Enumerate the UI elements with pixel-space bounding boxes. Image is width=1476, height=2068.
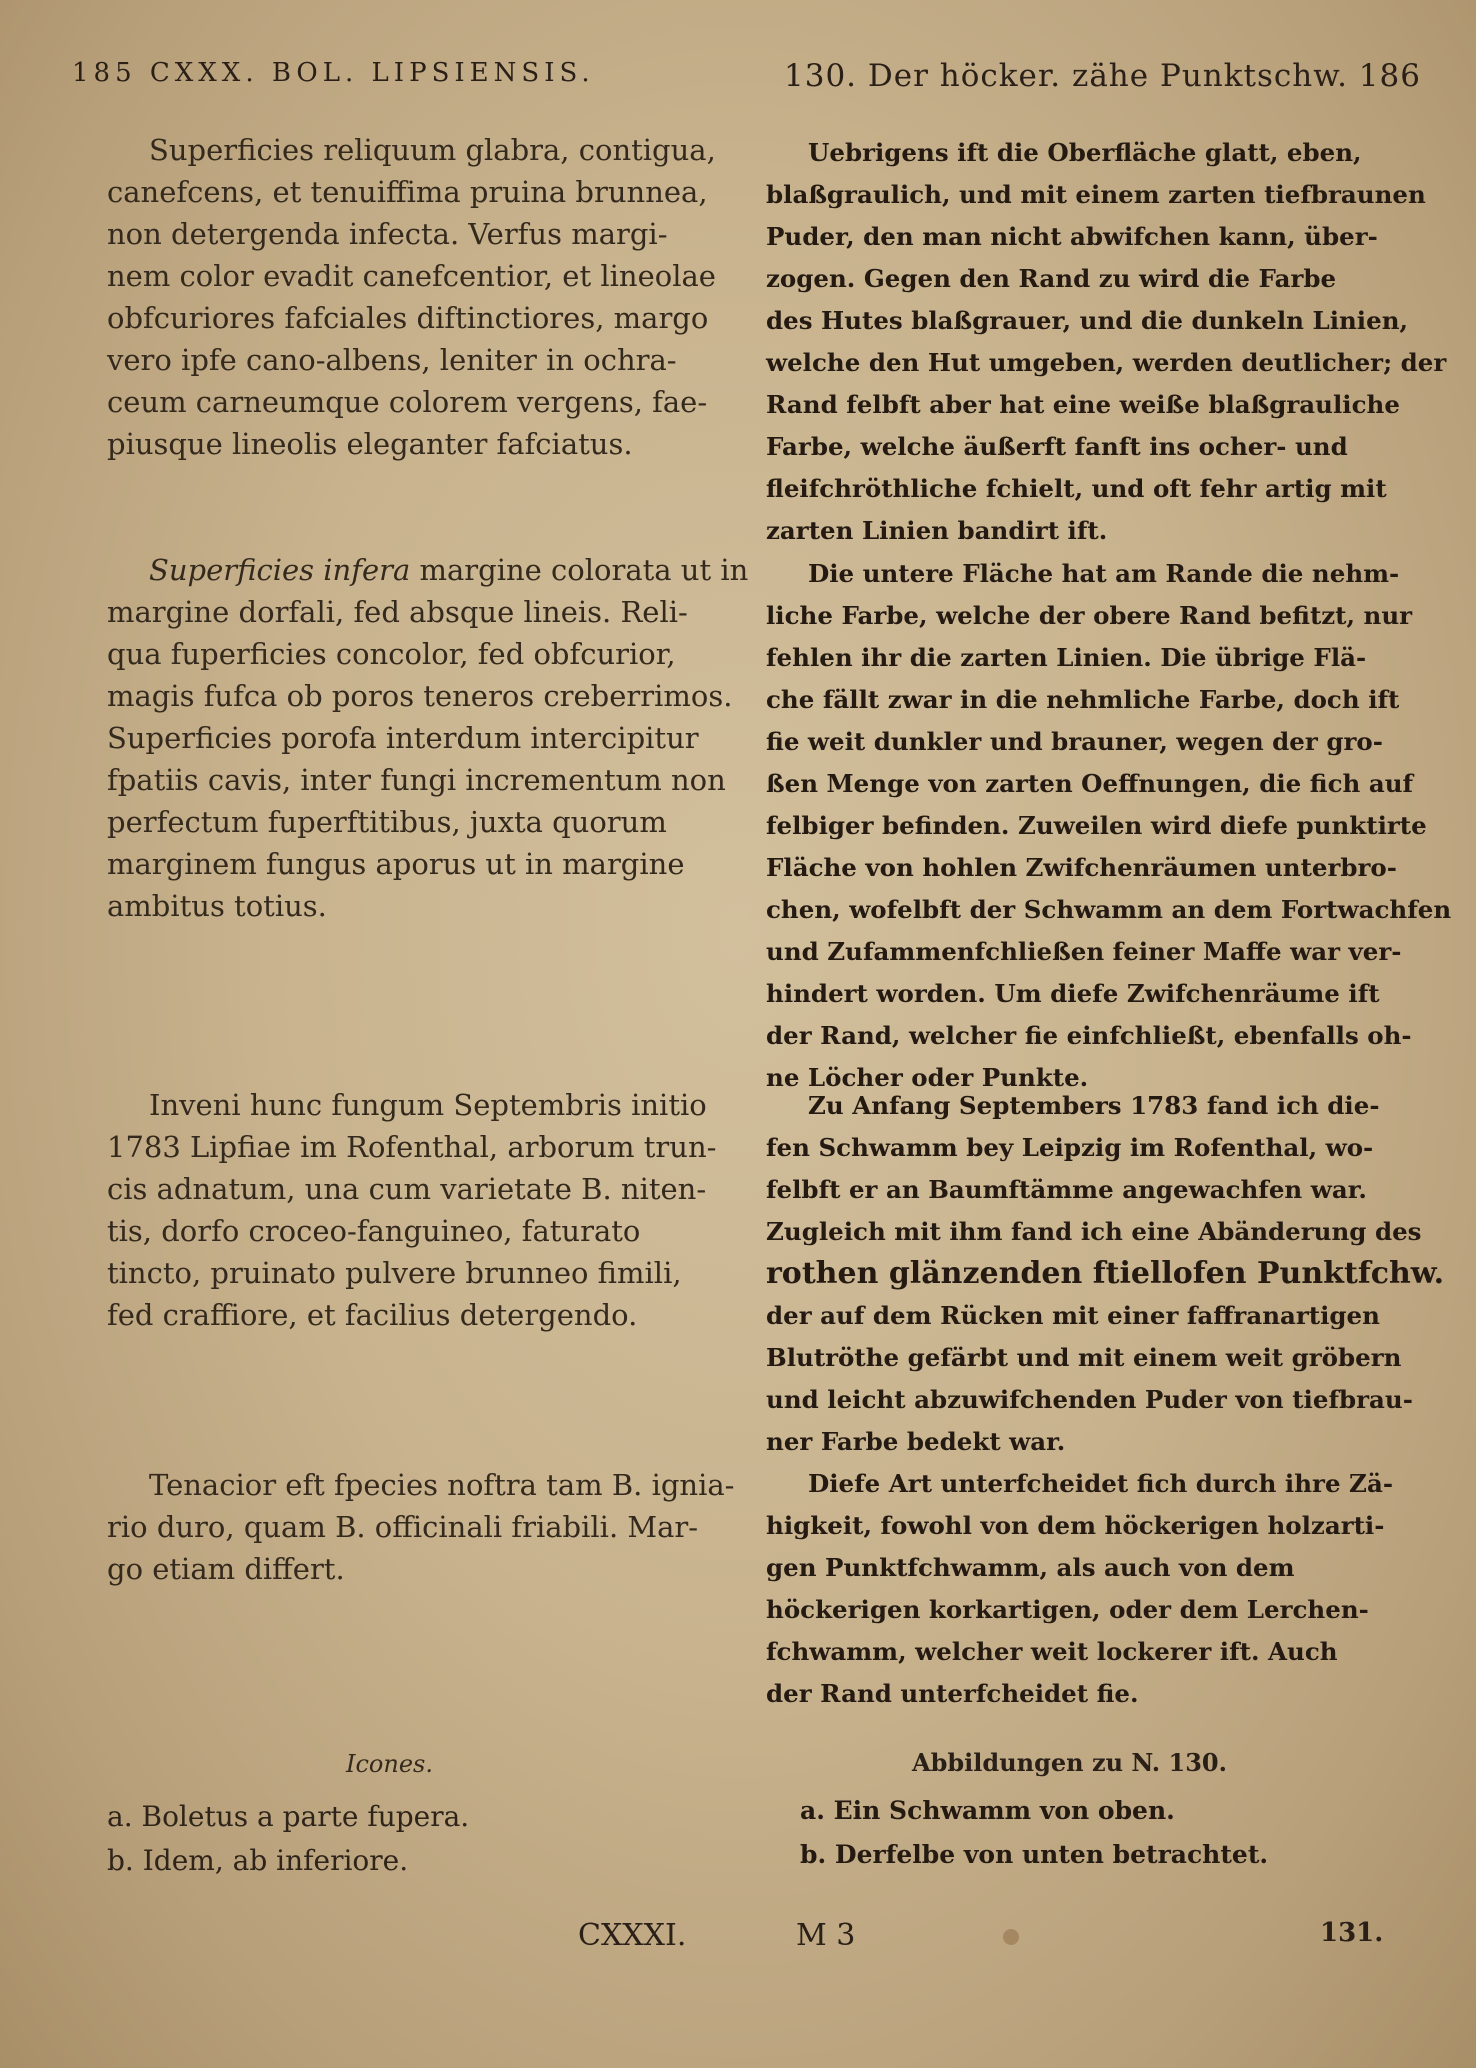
text-line: hindert worden. Um diefe Zwifchenräume ift <box>766 979 1380 1008</box>
text-line: nem color evadit canefcentior, et lineolae <box>107 259 716 293</box>
text-line: zarten Linien bandirt ift. <box>766 516 1108 545</box>
text-line: ceum carneumque colorem vergens, fae- <box>107 385 708 419</box>
text-line: perfectum fuperftitibus, juxta quorum <box>107 805 667 839</box>
german-paragraph-4 <box>766 1463 1406 1715</box>
text-line: 1783 Lipfiae im Rofenthal, arborum trun- <box>107 1130 717 1164</box>
text-line: Superficies porofa interdum intercipitur <box>107 721 699 755</box>
list-item: b. Derfelbe von unten betrachtet. <box>800 1840 1269 1869</box>
text-line: Blutröthe gefärbt und mit einem weit gröbern <box>766 1343 1402 1372</box>
text-line: Die untere Fläche hat am Rande die nehm- <box>808 559 1400 588</box>
text-line: fchwamm, welcher weit lockerer ift. Auch <box>766 1637 1338 1666</box>
text-line: zogen. Gegen den Rand zu wird die Farbe <box>766 264 1337 293</box>
text-line: non detergenda infecta. Verfus margi- <box>107 217 668 251</box>
text-line: ne Löcher oder Punkte. <box>766 1063 1089 1092</box>
latin-paragraph-4 <box>107 1465 735 1591</box>
text-line: Tenacior eft fpecies noftra tam B. ignia- <box>149 1468 735 1502</box>
running-header-right: 130. Der höcker. zähe Punktschw. 186 <box>784 58 1421 94</box>
abbildungen-list <box>800 1789 1268 1877</box>
text-line: higkeit, fowohl von dem höckerigen holzarti- <box>766 1511 1385 1540</box>
text-line: tincto, pruinato pulvere brunneo fimili, <box>107 1256 682 1290</box>
list-item: a. Boletus a parte fupera. <box>107 1800 470 1833</box>
text-line: felbft er an Baumftämme angewachfen war. <box>766 1175 1367 1204</box>
text-line: margine dorfali, fed absque lineis. Reli- <box>107 595 688 629</box>
text-line: des Hutes blaßgrauer, und die dunkeln Linien, <box>766 306 1409 335</box>
german-paragraph-1 <box>766 132 1447 552</box>
text-line: der auf dem Rücken mit einer faffranartigen <box>766 1301 1380 1330</box>
text-line: Zu Anfang Septembers 1783 fand ich die- <box>808 1091 1380 1120</box>
text-line: qua fuperficies concolor, fed obfcurior, <box>107 637 676 671</box>
text-line: Zugleich mit ihm fand ich eine Abänderung des <box>766 1217 1422 1246</box>
text-line: ner Farbe bedekt war. <box>766 1427 1066 1456</box>
text-line: Puder, den man nicht abwifchen kann, über- <box>766 222 1378 251</box>
list-item: b. Idem, ab inferiore. <box>107 1844 409 1877</box>
text-line: und Zufammenfchließen feiner Maffe war ver- <box>766 937 1402 966</box>
german-paragraph-3 <box>766 1085 1445 1463</box>
signature-mark: M 3 <box>796 1918 856 1953</box>
text-line: Uebrigens ift die Oberfläche glatt, eben, <box>808 138 1362 167</box>
text-line: cis adnatum, una cum varietate B. niten- <box>107 1172 707 1206</box>
text-run: margine colorata ut in <box>410 553 749 587</box>
text-line: che fällt zwar in die nehmliche Farbe, doch ift <box>766 685 1400 714</box>
text-line <box>107 550 749 592</box>
text-line: magis fufca ob poros teneros creberrimos. <box>107 679 733 713</box>
text-line: fleifchröthliche fchielt, und oft fehr artig mit <box>766 474 1387 503</box>
text-line: der Rand unterfcheidet fie. <box>766 1679 1139 1708</box>
text-line: der Rand, welcher fie einfchließt, ebenfalls oh- <box>766 1021 1412 1050</box>
catchword-left: CXXXI. <box>578 1918 687 1953</box>
text-line: canefcens, et tenuiffima pruina brunnea, <box>107 175 708 209</box>
text-line: felbiger befinden. Zuweilen wird diefe punktirte <box>766 811 1427 840</box>
catchword-right: 131. <box>1320 1918 1384 1948</box>
text-line: Diefe Art unterfcheidet fich durch ihre Zä- <box>808 1469 1393 1498</box>
text-line: tis, dorfo croceo-fanguineo, faturato <box>107 1214 641 1248</box>
ink-stain <box>1003 1929 1019 1945</box>
running-header-left: 185 CXXX. BOL. LIPSIENSIS. <box>72 58 595 88</box>
text-line: chen, wofelbft der Schwamm an dem Fortwachfen <box>766 895 1452 924</box>
text-line: Fläche von hohlen Zwifchenräumen unterbro- <box>766 853 1397 882</box>
icones-list <box>107 1795 469 1883</box>
text-line: Farbe, welche äußerft fanft ins ocher- und <box>766 432 1348 461</box>
text-line: Superficies reliquum glabra, contigua, <box>149 133 716 167</box>
text-line: gen Punktfchwamm, als auch von dem <box>766 1553 1295 1582</box>
text-line: welche den Hut umgeben, werden deutlicher; der <box>766 348 1447 377</box>
text-line: liche Farbe, welche der obere Rand befitzt, nur <box>766 601 1413 630</box>
text-line: fehlen ihr die zarten Linien. Die übrige Flä- <box>766 643 1367 672</box>
text-line: vero ipfe cano-albens, leniter in ochra- <box>107 343 677 377</box>
text-line: Inveni hunc fungum Septembris initio <box>149 1088 707 1122</box>
latin-paragraph-1 <box>107 130 719 466</box>
text-line: piusque lineolis eleganter fafciatus. <box>107 427 633 461</box>
german-paragraph-2 <box>766 553 1452 1099</box>
text-line: obfcuriores fafciales diftinctiores, margo <box>107 301 709 335</box>
text-line: fie weit dunkler und brauner, wegen der gro- <box>766 727 1383 756</box>
text-line: ambitus totius. <box>107 889 327 923</box>
text-line: fen Schwamm bey Leipzig im Rofenthal, wo- <box>766 1133 1374 1162</box>
text-line: rio duro, quam B. officinali friabili. Mar- <box>107 1510 699 1544</box>
text-line: marginem fungus aporus ut in margine <box>107 847 685 881</box>
text-line: ßen Menge von zarten Oeffnungen, die fich auf <box>766 769 1414 798</box>
text-line: go etiam differt. <box>107 1552 345 1586</box>
list-item: a. Ein Schwamm von oben. <box>800 1796 1175 1825</box>
abbildungen-title: Abbildungen zu N. 130. <box>912 1748 1227 1777</box>
latin-paragraph-3 <box>107 1085 719 1337</box>
text-line: blaßgraulich, und mit einem zarten tiefbraunen <box>766 180 1426 209</box>
text-line: fed craffiore, et facilius detergendo. <box>107 1298 638 1332</box>
text-line: und leicht abzuwifchenden Puder von tiefbrau- <box>766 1385 1413 1414</box>
text-line: fpatiis cavis, inter fungi incrementum non <box>107 763 726 797</box>
text-line: Rand felbft aber hat eine weiße blaßgrauliche <box>766 390 1400 419</box>
italic-term: Superficies infera <box>149 553 411 587</box>
latin-paragraph-2 <box>107 550 749 928</box>
text-line: höckerigen korkartigen, oder dem Lerchen- <box>766 1595 1369 1624</box>
text-line: rothen glänzenden ftiellofen Punktfchw. <box>766 1256 1445 1291</box>
icones-title: Icones. <box>346 1750 433 1778</box>
